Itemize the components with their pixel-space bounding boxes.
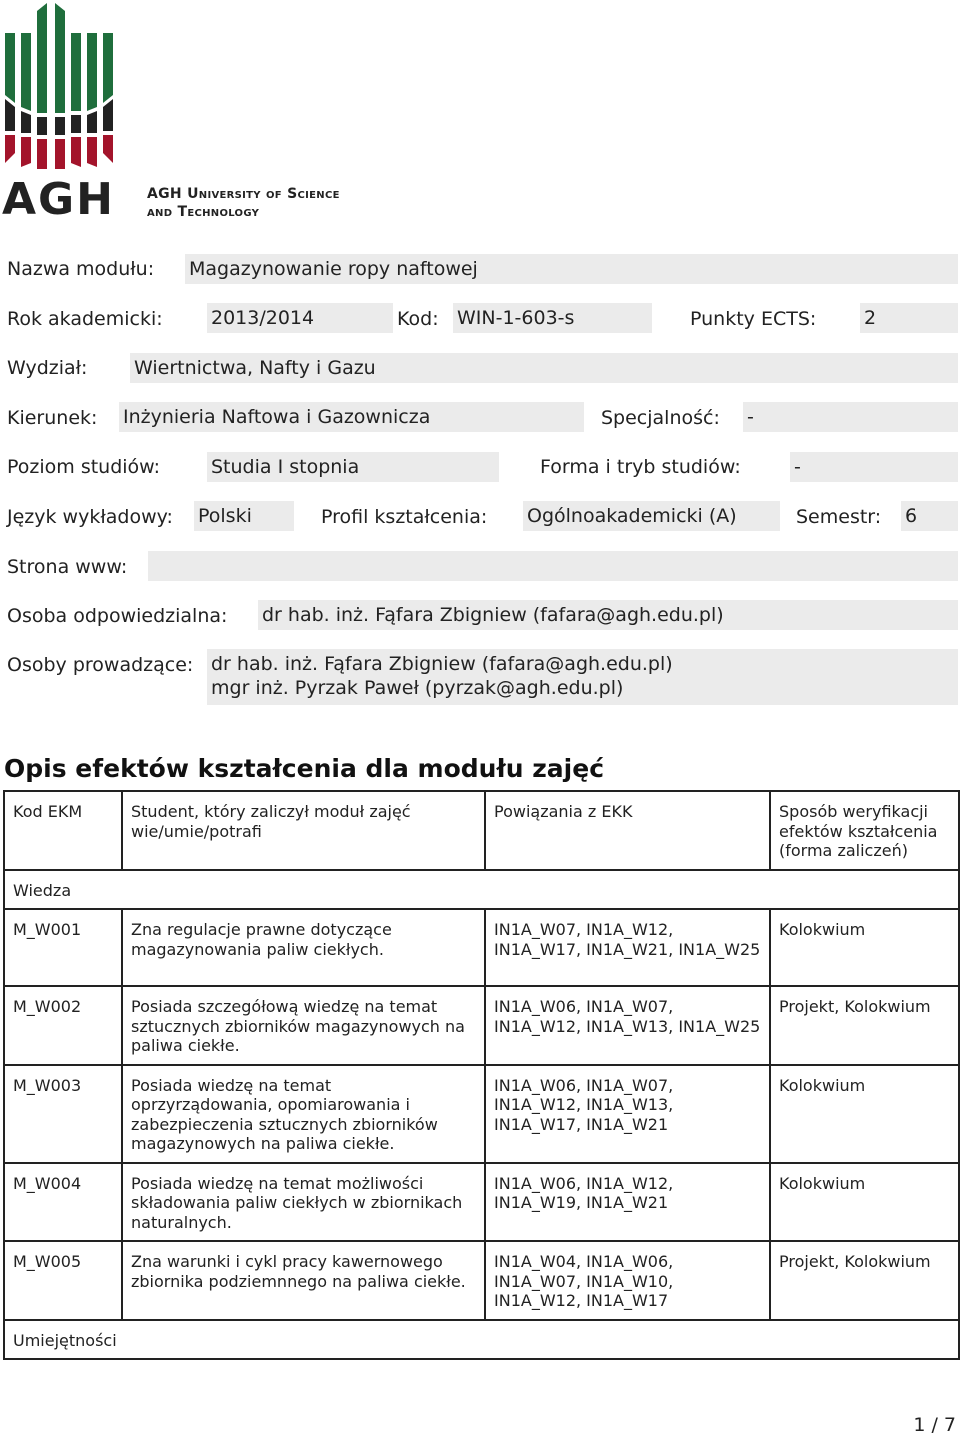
semestr-label: Semestr: — [796, 506, 882, 528]
page-number: 1 / 7 — [913, 1414, 956, 1436]
cell-ekk: IN1A_W06, IN1A_W12, IN1A_W19, IN1A_W21 — [485, 1163, 770, 1242]
cell-kod: M_W004 — [4, 1163, 122, 1242]
odpowiedzialna-label: Osoba odpowiedzialna: — [7, 605, 228, 627]
prowadzacy-2: mgr inż. Pyrzak Paweł (pyrzak@agh.edu.pl) — [211, 677, 624, 699]
category-wiedza: Wiedza — [4, 870, 959, 910]
cell-sposob: Kolokwium — [770, 1163, 959, 1242]
category-umiejetnosci: Umiejętności — [4, 1320, 959, 1360]
category-row-wiedza — [4, 870, 959, 910]
table-row — [4, 1241, 959, 1320]
prowadzace-label: Osoby prowadzące: — [7, 654, 194, 676]
www-value — [148, 551, 958, 581]
nazwa-label: Nazwa modułu: — [7, 258, 155, 280]
profil-value: Ogólnoakademicki (A) — [523, 501, 780, 531]
efekty-table — [3, 790, 960, 1360]
poziom-label: Poziom studiów: — [7, 456, 161, 478]
agh-emblem-icon — [3, 3, 115, 171]
semestr-value: 6 — [901, 501, 958, 531]
logo-name-line2: and Technology — [147, 204, 260, 220]
table-header-row — [4, 791, 959, 870]
logo-letters: AGH — [2, 174, 115, 225]
cell-ekk: IN1A_W06, IN1A_W07, IN1A_W12, IN1A_W13, IN1A_W17, IN1A_W21 — [485, 1065, 770, 1163]
section-title: Opis efektów kształcenia dla modułu zajęć — [4, 754, 605, 783]
table-row — [4, 1163, 959, 1242]
table-row — [4, 909, 959, 986]
cell-opis: Zna warunki i cykl pracy kawernowego zbiornika podziemnnego na paliwa ciekłe. — [122, 1241, 485, 1320]
wydzial-label: Wydział: — [7, 357, 88, 379]
jezyk-value: Polski — [194, 501, 294, 531]
logo-name-line1: AGH University of Science — [147, 186, 340, 202]
ects-value: 2 — [860, 303, 958, 333]
cell-kod: M_W001 — [4, 909, 122, 986]
cell-opis: Posiada wiedzę na temat oprzyrządowania, opomiarowania i zabezpieczenia sztucznych zbiorników magazynowych na paliwa ciekłe. — [122, 1065, 485, 1163]
odpowiedzialna-value: dr hab. inż. Fąfara Zbigniew (fafara@agh.edu.pl) — [258, 600, 958, 630]
kod-label: Kod: — [397, 308, 439, 330]
nazwa-value: Magazynowanie ropy naftowej — [185, 254, 958, 284]
cell-sposob: Projekt, Kolokwium — [770, 1241, 959, 1320]
ects-label: Punkty ECTS: — [690, 308, 817, 330]
profil-label: Profil kształcenia: — [321, 506, 488, 528]
cell-sposob: Projekt, Kolokwium — [770, 986, 959, 1065]
cell-kod: M_W003 — [4, 1065, 122, 1163]
kierunek-label: Kierunek: — [7, 407, 98, 429]
cell-kod: M_W005 — [4, 1241, 122, 1320]
cell-opis: Posiada szczegółową wiedzę na temat sztucznych zbiorników magazynowych na paliwa ciekłe. — [122, 986, 485, 1065]
jezyk-label: Język wykładowy: — [7, 506, 173, 528]
specjalnosc-label: Specjalność: — [601, 407, 720, 429]
cell-sposob: Kolokwium — [770, 1065, 959, 1163]
table-row — [4, 1065, 959, 1163]
cell-kod: M_W002 — [4, 986, 122, 1065]
www-label: Strona www: — [7, 556, 128, 578]
table-row — [4, 986, 959, 1065]
kierunek-value: Inżynieria Naftowa i Gazownicza — [119, 402, 584, 432]
specjalnosc-value: - — [743, 402, 958, 432]
category-row-umiejetnosci — [4, 1320, 959, 1360]
cell-opis: Posiada wiedzę na temat możliwości składowania paliw ciekłych w zbiornikach naturalnych. — [122, 1163, 485, 1242]
rok-value: 2013/2014 — [207, 303, 393, 333]
wydzial-value: Wiertnictwa, Nafty i Gazu — [130, 353, 958, 383]
header-sposob: Sposób weryfikacji efektów kształcenia (forma zaliczeń) — [770, 791, 959, 870]
kod-value: WIN-1-603-s — [453, 303, 652, 333]
header-ekk: Powiązania z EKK — [485, 791, 770, 870]
cell-sposob: Kolokwium — [770, 909, 959, 986]
cell-opis: Zna regulacje prawne dotyczące magazynowania paliw ciekłych. — [122, 909, 485, 986]
prowadzace-value — [207, 649, 958, 705]
rok-label: Rok akademicki: — [7, 308, 163, 330]
cell-ekk: IN1A_W04, IN1A_W06, IN1A_W07, IN1A_W10, IN1A_W12, IN1A_W17 — [485, 1241, 770, 1320]
cell-ekk: IN1A_W06, IN1A_W07, IN1A_W12, IN1A_W13, IN1A_W25 — [485, 986, 770, 1065]
header-opis: Student, który zaliczył moduł zajęć wie/umie/potrafi — [122, 791, 485, 870]
agh-logo — [0, 0, 360, 230]
forma-value: - — [790, 452, 958, 482]
cell-ekk: IN1A_W07, IN1A_W12, IN1A_W17, IN1A_W21, IN1A_W25 — [485, 909, 770, 986]
prowadzacy-1: dr hab. inż. Fąfara Zbigniew (fafara@agh.edu.pl) — [211, 653, 673, 675]
poziom-value: Studia I stopnia — [207, 452, 499, 482]
forma-label: Forma i tryb studiów: — [540, 456, 741, 478]
header-kod: Kod EKM — [4, 791, 122, 870]
